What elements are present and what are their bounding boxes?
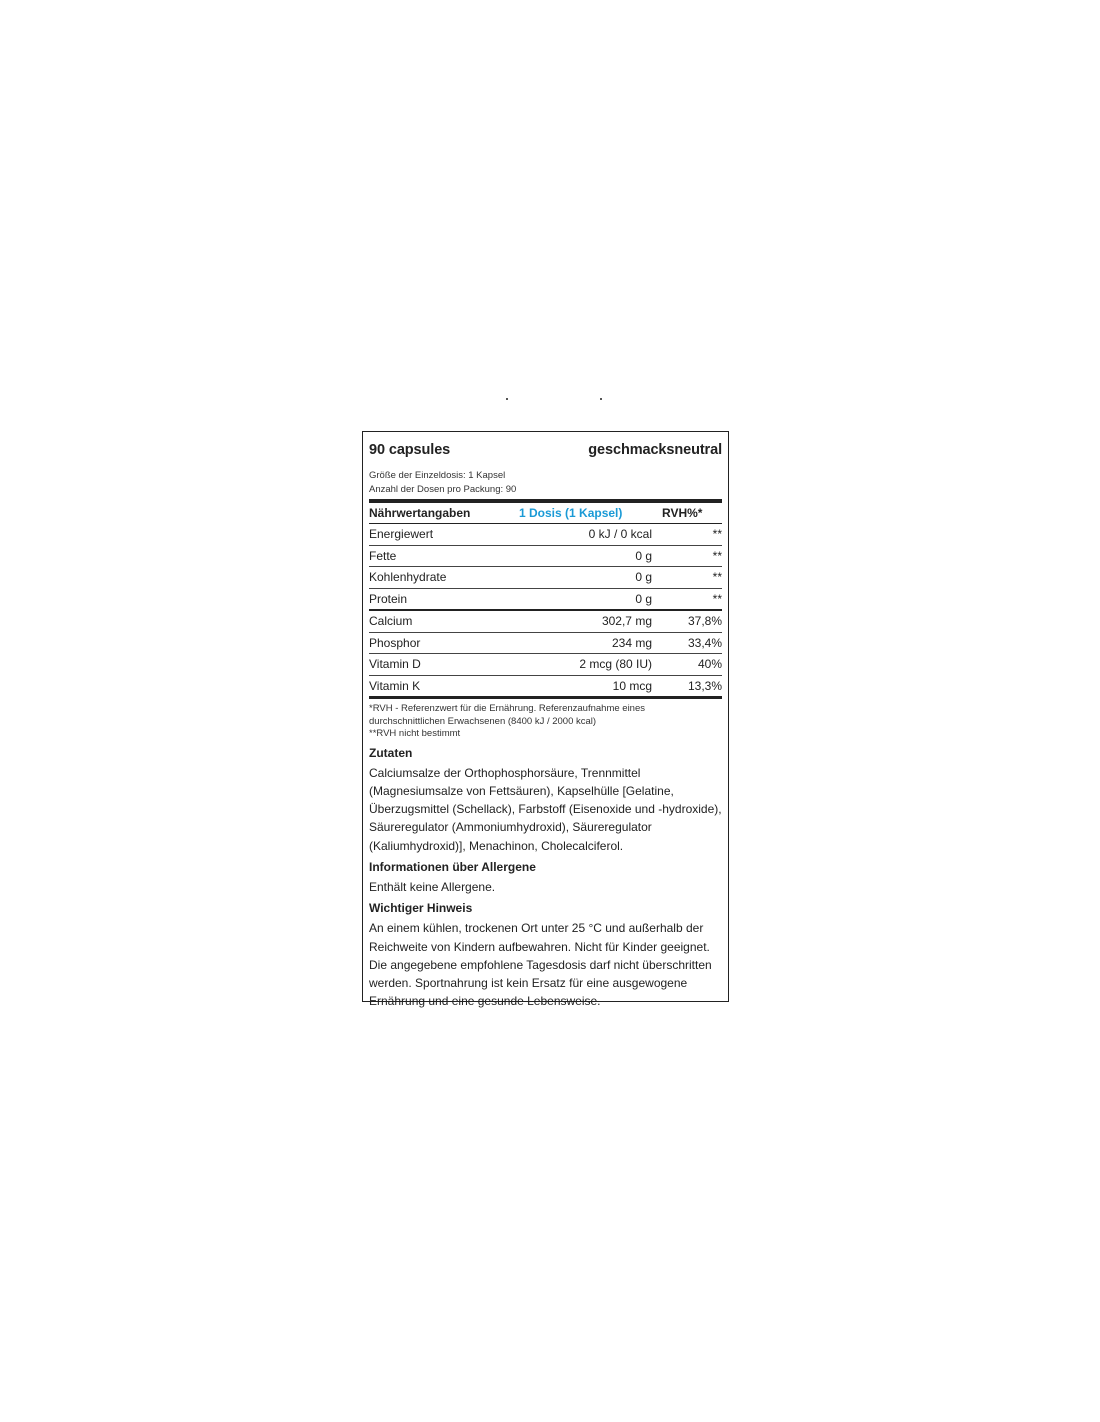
stray-dot-right <box>600 398 602 400</box>
notice-title: Wichtiger Hinweis <box>369 901 473 916</box>
rvh-not-set-footnote: **RVH nicht bestimmt <box>369 728 461 739</box>
nutrition-label <box>362 431 729 1009</box>
allergens-text: Enthält keine Allergene. <box>369 879 496 894</box>
table-row <box>369 567 722 589</box>
ingredients-text: Calciumsalze der Orthophosphorsäure, Trennmittel (Magnesiumsalze von Fettsäuren), Kapselhülle [Gelatine, Überzugsmittel (Schellack), Farbstoff (Eisenoxide und -hydroxide), Säureregulator (Ammoniumhydroxid), Säureregulator (Kaliumhydroxid)], Menachinon, Cholecalciferol. <box>369 765 722 853</box>
row-rvh: 33,4% <box>662 632 722 654</box>
row-rvh: 37,8% <box>662 610 722 632</box>
row-value: 0 g <box>519 567 662 589</box>
row-rvh: 13,3% <box>662 675 722 698</box>
product-flavor: geschmacksneutral <box>588 442 722 458</box>
table-row <box>369 632 722 654</box>
header-name: Nährwertangaben <box>369 506 471 520</box>
row-name: Kohlenhydrate <box>369 567 519 589</box>
row-rvh: 40% <box>662 654 722 676</box>
rvh-footnote: *RVH - Referenzwert für die Ernährung. Referenzaufnahme eines durchschnittlichen Erwachsenen (8400 kJ / 2000 kcal) <box>369 703 645 727</box>
row-rvh: ** <box>662 588 722 610</box>
row-name: Protein <box>369 588 519 610</box>
row-rvh: ** <box>662 524 722 546</box>
row-value: 0 g <box>519 588 662 610</box>
label-header <box>369 442 722 462</box>
row-name: Phosphor <box>369 632 519 654</box>
row-name: Energiewert <box>369 524 519 546</box>
table-row <box>369 675 722 698</box>
nutrition-header-row <box>369 501 722 524</box>
header-dose: 1 Dosis (1 Kapsel) <box>519 506 623 520</box>
row-rvh: ** <box>662 567 722 589</box>
serving-size: Größe der Einzeldosis: 1 Kapsel <box>369 470 506 481</box>
table-row <box>369 588 722 610</box>
header-rvh: RVH%* <box>662 506 703 520</box>
ingredients-title: Zutaten <box>369 745 413 760</box>
row-name: Vitamin K <box>369 675 519 698</box>
table-row <box>369 545 722 567</box>
row-name: Calcium <box>369 610 519 632</box>
notice-text: An einem kühlen, trockenen Ort unter 25 °C und außerhalb der Reichweite von Kindern aufbewahren. Nicht für Kinder geeignet. Die angegebene empfohlene Tagesdosis darf nicht überschritten werden. Sportnahrung ist kein Ersatz für eine ausgewogene Ernährung und eine gesunde Lebensweise. <box>369 921 712 1009</box>
row-value: 302,7 mg <box>519 610 662 632</box>
row-rvh: ** <box>662 545 722 567</box>
row-value: 0 g <box>519 545 662 567</box>
table-row <box>369 654 722 676</box>
product-title: 90 capsules <box>369 442 451 458</box>
row-value: 0 kJ / 0 kcal <box>519 524 662 546</box>
row-name: Vitamin D <box>369 654 519 676</box>
row-name: Fette <box>369 545 519 567</box>
table-row <box>369 524 722 546</box>
stray-dot-left <box>506 398 508 400</box>
servings-per-pack: Anzahl der Dosen pro Packung: 90 <box>369 484 517 495</box>
nutrition-table <box>369 499 722 699</box>
row-value: 234 mg <box>519 632 662 654</box>
allergens-title: Informationen über Allergene <box>369 859 536 874</box>
row-value: 2 mcg (80 IU) <box>519 654 662 676</box>
row-value: 10 mcg <box>519 675 662 698</box>
footnotes <box>369 703 722 741</box>
table-row <box>369 610 722 632</box>
